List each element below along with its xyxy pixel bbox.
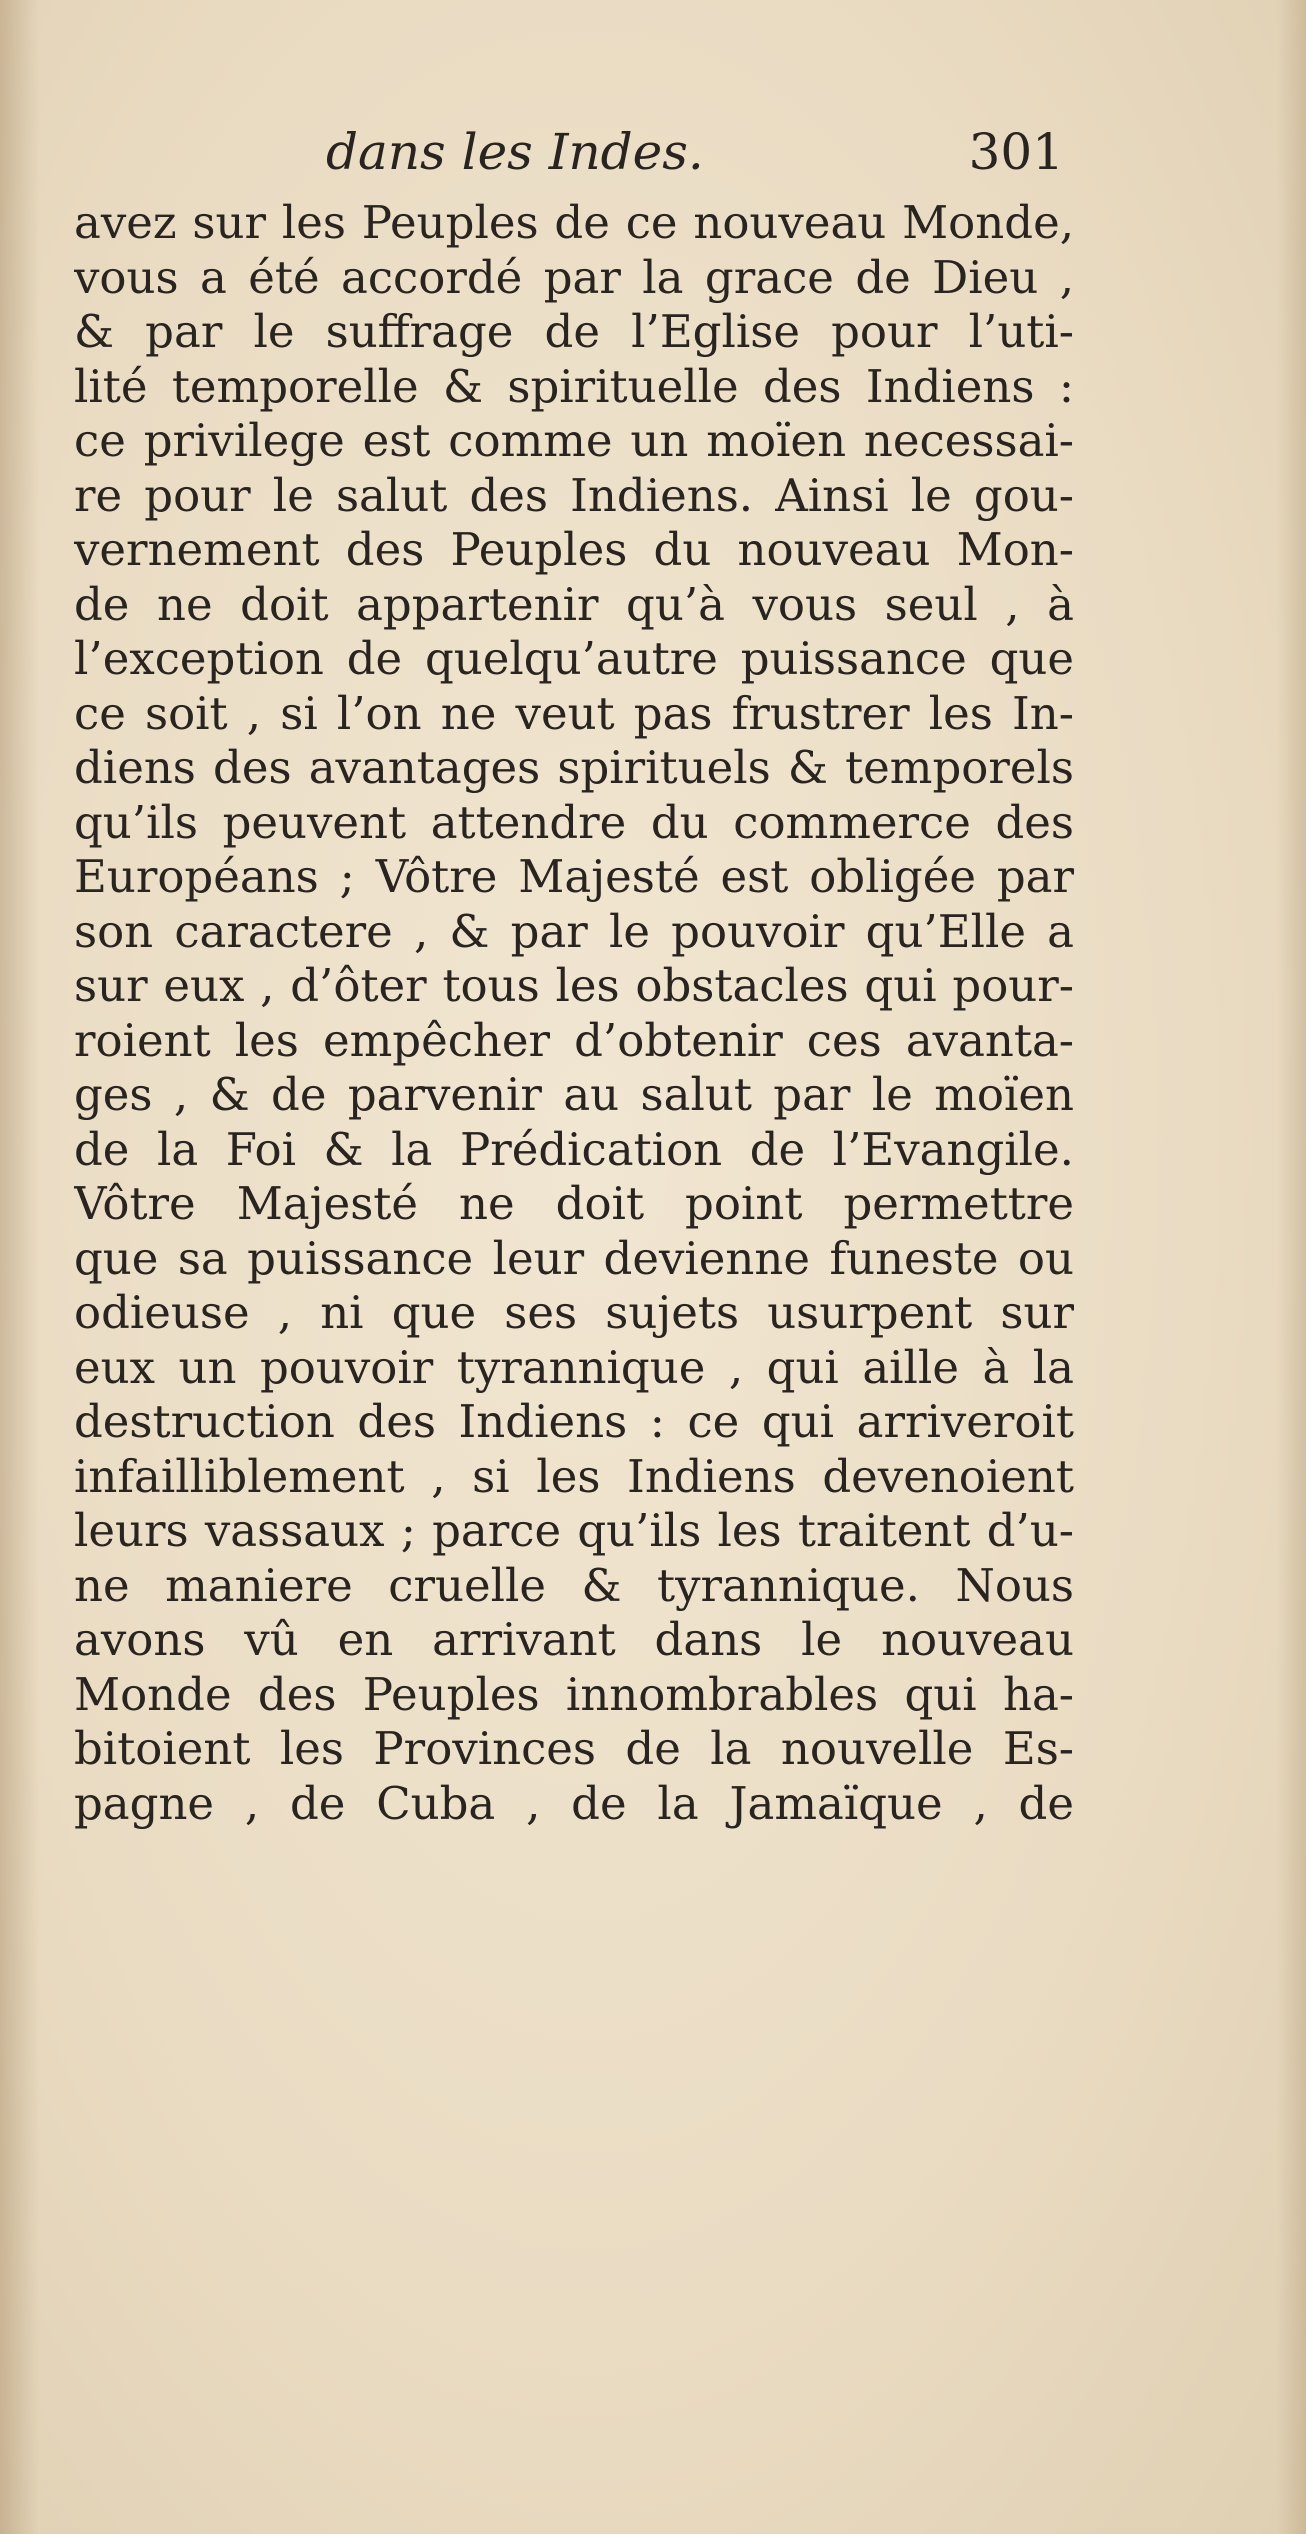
text-line: de la Foi & la Prédication de l’Evangile.	[74, 1122, 1074, 1176]
text-line: ce privilege est comme un moïen necessai-	[74, 414, 1074, 467]
text-line: pagne , de Cuba , de la Jamaïque , de	[74, 1776, 1074, 1830]
text-line: vernement des Peuples du nouveau Mon-	[74, 523, 1074, 576]
page-number: 301	[968, 123, 1064, 181]
text-line: leurs vassaux ; parce qu’ils les traitent d’u-	[74, 1504, 1074, 1557]
text-line: avons vû en arrivant dans le nouveau	[74, 1613, 1074, 1666]
text-line: bitoient les Provinces de la nouvelle Es-	[74, 1722, 1074, 1775]
text-line: & par le suffrage de l’Eglise pour l’uti-	[74, 305, 1074, 358]
text-line: infailliblement , si les Indiens devenoient	[74, 1449, 1074, 1503]
text-line: ne maniere cruelle & tyrannique. Nous	[74, 1558, 1074, 1612]
text-line: Vôtre Majesté ne doit point permettre	[74, 1177, 1074, 1230]
text-line: sur eux , d’ôter tous les obstacles qui pour-	[74, 959, 1074, 1012]
text-line: qu’ils peuvent attendre du commerce des	[74, 795, 1074, 849]
text-line: ges , & de parvenir au salut par le moïen	[74, 1068, 1074, 1121]
text-line: de ne doit appartenir qu’à vous seul , à	[74, 577, 1074, 631]
text-line: re pour le salut des Indiens. Ainsi le gou-	[74, 468, 1074, 522]
body-text	[74, 196, 1074, 1831]
text-line: odieuse , ni que ses sujets usurpent sur	[74, 1286, 1074, 1339]
text-line: Monde des Peuples innombrables qui ha-	[74, 1667, 1074, 1721]
running-head	[74, 112, 1064, 192]
text-line: vous a été accordé par la grace de Dieu ,	[74, 250, 1074, 304]
text-line: ce soit , si l’on ne veut pas frustrer les In-	[74, 686, 1074, 740]
text-line: diens des avantages spirituels & temporels	[74, 741, 1074, 794]
running-title: dans les Indes.	[326, 123, 704, 181]
text-line: l’exception de quelqu’autre puissance que	[74, 632, 1074, 685]
text-line: Européans ; Vôtre Majesté est obligée par	[74, 850, 1074, 903]
text-line: son caractere , & par le pouvoir qu’Elle a	[74, 904, 1074, 958]
text-line: que sa puissance leur devienne funeste ou	[74, 1231, 1074, 1285]
text-line: eux un pouvoir tyrannique , qui aille à la	[74, 1340, 1074, 1394]
text-line: avez sur les Peuples de ce nouveau Monde,	[74, 196, 1074, 249]
text-line: roient les empêcher d’obtenir ces avanta-	[74, 1013, 1074, 1067]
text-line: lité temporelle & spirituelle des Indiens :	[74, 359, 1074, 413]
text-line: destruction des Indiens : ce qui arriveroit	[74, 1395, 1074, 1448]
